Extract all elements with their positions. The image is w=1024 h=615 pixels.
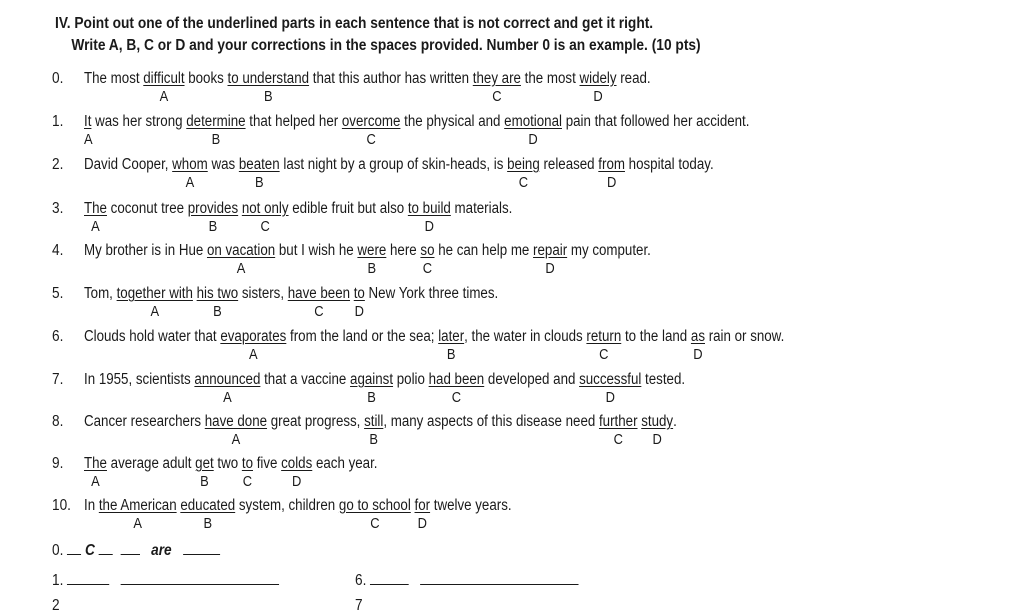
- question-number: 6.: [52, 328, 64, 345]
- underlined-text: have done: [204, 413, 268, 430]
- sentence-text: .: [673, 413, 677, 430]
- underlined-part: [353, 285, 365, 320]
- sentence-text: each year.: [312, 455, 378, 472]
- option-letter: C: [518, 174, 529, 191]
- question-number: 0.: [52, 70, 64, 87]
- option-letter: C: [260, 218, 270, 235]
- underlined-text: to: [353, 285, 365, 302]
- sentence-text: system, children: [235, 497, 339, 514]
- question-item: [0, 242, 1024, 282]
- underlined-part: [586, 328, 622, 363]
- question-sentence: [84, 200, 513, 235]
- question-number: 5.: [52, 285, 64, 302]
- question-item: [0, 113, 1024, 153]
- option-letter: B: [203, 515, 213, 532]
- underlined-text: have been: [287, 285, 351, 302]
- underlined-part: [98, 497, 177, 532]
- underlined-part: [690, 328, 706, 363]
- underlined-part: [186, 113, 246, 148]
- option-letter: A: [91, 473, 100, 490]
- underlined-part: [364, 413, 384, 448]
- question-sentence: [84, 413, 677, 448]
- question-number: 10.: [52, 497, 71, 514]
- option-letter: C: [422, 260, 433, 277]
- question-sentence: [84, 328, 785, 363]
- question-item: [0, 371, 1024, 411]
- option-letter: B: [254, 174, 264, 191]
- question-sentence: [84, 70, 651, 105]
- underlined-part: [238, 156, 280, 191]
- option-letter: D: [354, 303, 364, 320]
- underlined-text: go to school: [338, 497, 411, 514]
- underlined-part: [281, 455, 313, 490]
- option-letter: A: [150, 303, 160, 320]
- option-letter: B: [367, 389, 376, 406]
- option-letter: C: [492, 88, 502, 105]
- option-letter: D: [605, 389, 615, 406]
- option-letter: C: [314, 303, 324, 320]
- underlined-part: [195, 455, 214, 490]
- sentence-text: sisters,: [238, 285, 288, 302]
- sentence-text: last night by a group of skin-heads, is: [279, 156, 508, 173]
- sentence-text: books: [184, 70, 228, 87]
- option-letter: D: [606, 174, 617, 191]
- sentence-text: that helped her: [245, 113, 342, 130]
- sentence-text: here: [386, 242, 421, 259]
- underlined-part: [598, 156, 625, 191]
- underlined-text: evaporates: [220, 328, 287, 345]
- sentence-text: but I wish he: [275, 242, 358, 259]
- option-letter: D: [593, 88, 603, 105]
- sentence-text: great progress,: [267, 413, 365, 430]
- sentence-text: five: [252, 455, 282, 472]
- sentence-text: pain that followed her accident.: [561, 113, 750, 130]
- option-letter: D: [417, 515, 427, 532]
- answer-number: 7: [355, 597, 363, 614]
- underlined-text: on vacation: [206, 242, 276, 259]
- underlined-part: [598, 413, 638, 448]
- sentence-text: Cancer researchers: [84, 413, 205, 430]
- underlined-part: [116, 285, 193, 320]
- question-number: 2.: [52, 156, 64, 173]
- underlined-text: educated: [180, 497, 236, 514]
- underlined-text: study: [641, 413, 674, 430]
- underlined-part: [241, 200, 289, 235]
- answer-letter-blank[interactable]: [67, 570, 109, 585]
- option-letter: B: [211, 131, 221, 148]
- question-sentence: [84, 285, 499, 320]
- underlined-part: [420, 242, 435, 277]
- underlined-part: [143, 70, 185, 105]
- exercise-heading: [55, 13, 701, 57]
- underlined-text: were: [357, 242, 387, 259]
- underlined-part: [204, 413, 268, 448]
- sentence-text: he can help me: [434, 242, 534, 259]
- sentence-text: materials.: [450, 200, 513, 217]
- underlined-text: The: [84, 200, 107, 217]
- underlined-text: for: [414, 497, 431, 514]
- underlined-text: from: [598, 156, 625, 173]
- sentence-text: two: [213, 455, 242, 472]
- underlined-text: his two: [196, 285, 239, 302]
- underlined-text: difficult: [143, 70, 185, 87]
- option-letter: D: [652, 431, 662, 448]
- underlined-part: [172, 156, 208, 191]
- option-letter: C: [599, 346, 609, 363]
- underlined-text: to build: [407, 200, 451, 217]
- underlined-part: [84, 200, 107, 235]
- underlined-text: not only: [241, 200, 289, 217]
- answer-correction-blank[interactable]: [420, 570, 578, 585]
- option-letter: D: [693, 346, 703, 363]
- sentence-text: average adult: [106, 455, 196, 472]
- question-sentence: [84, 113, 750, 148]
- question-sentence: [84, 455, 378, 490]
- underlined-text: widely: [579, 70, 617, 87]
- option-letter: A: [159, 88, 169, 105]
- underlined-text: to: [241, 455, 253, 472]
- underlined-part: [287, 285, 351, 320]
- sentence-text: was her strong: [91, 113, 187, 130]
- underlined-text: repair: [533, 242, 568, 259]
- sentence-text: developed and: [484, 371, 580, 388]
- question-number: 4.: [52, 242, 64, 259]
- underlined-text: overcome: [341, 113, 401, 130]
- sentence-text: that this author has written: [309, 70, 473, 87]
- answer-number: 6.: [355, 572, 367, 589]
- underlined-part: [187, 200, 239, 235]
- sentence-text: polio: [393, 371, 429, 388]
- underlined-part: [579, 70, 617, 105]
- option-letter: A: [223, 389, 232, 406]
- underlined-text: so: [420, 242, 435, 259]
- underlined-part: [407, 200, 451, 235]
- underlined-text: The: [84, 455, 107, 472]
- underlined-part: [220, 328, 287, 363]
- question-item: [0, 455, 1024, 495]
- sentence-text: rain or snow.: [705, 328, 785, 345]
- option-letter: B: [200, 473, 209, 490]
- question-number: 1.: [52, 113, 64, 130]
- option-letter: A: [91, 218, 100, 235]
- question-number: 8.: [52, 413, 64, 430]
- option-letter: D: [292, 473, 302, 490]
- answer-letter-blank[interactable]: [370, 570, 409, 585]
- option-letter: D: [545, 260, 555, 277]
- answer-blank: [99, 540, 113, 555]
- sentence-text: David Cooper,: [84, 156, 173, 173]
- sentence-text: my computer.: [567, 242, 651, 259]
- answer-blank: [183, 540, 220, 555]
- answer-blank: [120, 540, 139, 555]
- option-letter: A: [249, 346, 258, 363]
- sentence-text: edible fruit but also: [288, 200, 408, 217]
- answer-correction-blank[interactable]: [121, 570, 279, 585]
- underlined-part: [504, 113, 562, 148]
- underlined-part: [338, 497, 411, 532]
- sentence-text: In 1955, scientists: [84, 371, 195, 388]
- option-letter: D: [528, 131, 538, 148]
- heading-line-2: Write A, B, C or D and your corrections in the spaces provided. Number 0 is an example. (10 pts): [71, 37, 701, 54]
- underlined-text: determine: [186, 113, 246, 130]
- sentence-text: that a vaccine: [260, 371, 351, 388]
- sentence-text: coconut tree: [106, 200, 188, 217]
- sentence-text: to the land: [621, 328, 691, 345]
- option-letter: B: [263, 88, 273, 105]
- underlined-part: [438, 328, 465, 363]
- answer-row-2-left: [52, 597, 60, 615]
- underlined-part: [84, 113, 93, 148]
- underlined-part: [357, 242, 387, 277]
- answer-row-1-left: [52, 570, 279, 590]
- underlined-part: [180, 497, 236, 532]
- underlined-text: return: [586, 328, 622, 345]
- underlined-text: as: [690, 328, 706, 345]
- sentence-text: Clouds hold water that: [84, 328, 221, 345]
- option-letter: B: [208, 218, 218, 235]
- answer-example-letter: C: [85, 542, 95, 559]
- option-letter: C: [370, 515, 380, 532]
- underlined-part: [350, 371, 394, 406]
- sentence-text: the physical and: [400, 113, 505, 130]
- underlined-text: being: [507, 156, 540, 173]
- underlined-text: together with: [116, 285, 193, 302]
- underlined-text: It: [84, 113, 92, 130]
- question-item: [0, 156, 1024, 196]
- answer-row-1-right: [355, 570, 579, 590]
- sentence-text: read.: [616, 70, 651, 87]
- option-letter: A: [231, 431, 241, 448]
- option-letter: A: [84, 131, 93, 148]
- option-letter: B: [367, 260, 377, 277]
- underlined-text: against: [350, 371, 394, 388]
- sentence-text: the most: [520, 70, 580, 87]
- question-item: [0, 413, 1024, 453]
- sentence-text: twelve years.: [430, 497, 512, 514]
- option-letter: C: [451, 389, 462, 406]
- question-sentence: [84, 156, 714, 191]
- answer-number: 2: [52, 597, 60, 614]
- underlined-text: get: [195, 455, 214, 472]
- heading-line-1: IV. Point out one of the underlined parts in each sentence that is not correct and get it right.: [55, 15, 654, 32]
- option-letter: B: [369, 431, 379, 448]
- question-item: [0, 328, 1024, 368]
- option-letter: A: [236, 260, 246, 277]
- sentence-text: In: [84, 497, 99, 514]
- underlined-text: announced: [194, 371, 261, 388]
- underlined-part: [579, 371, 642, 406]
- underlined-part: [196, 285, 239, 320]
- question-item: [0, 70, 1024, 110]
- sentence-text: hospital today.: [624, 156, 714, 173]
- underlined-part: [507, 156, 540, 191]
- question-number: 7.: [52, 371, 64, 388]
- underlined-part: [414, 497, 431, 532]
- sentence-text: released: [539, 156, 599, 173]
- underlined-text: later: [438, 328, 465, 345]
- option-letter: D: [424, 218, 435, 235]
- underlined-part: [472, 70, 521, 105]
- sentence-text: My brother is in Hue: [84, 242, 207, 259]
- answer-example-correction: are: [151, 542, 172, 559]
- sentence-text: , many aspects of this disease need: [383, 413, 599, 430]
- sentence-text: from the land or the sea;: [286, 328, 439, 345]
- underlined-part: [84, 455, 107, 490]
- underlined-text: successful: [579, 371, 642, 388]
- answer-example: [52, 540, 220, 560]
- question-item: [0, 200, 1024, 240]
- sentence-text: The most: [84, 70, 144, 87]
- question-sentence: [84, 497, 512, 532]
- underlined-text: beaten: [238, 156, 280, 173]
- underlined-text: the American: [98, 497, 177, 514]
- underlined-text: further: [598, 413, 638, 430]
- underlined-text: had been: [428, 371, 485, 388]
- question-sentence: [84, 242, 651, 277]
- underlined-part: [194, 371, 261, 406]
- sentence-text: tested.: [641, 371, 686, 388]
- underlined-text: emotional: [504, 113, 562, 130]
- option-letter: C: [242, 473, 253, 490]
- underlined-part: [227, 70, 310, 105]
- underlined-part: [641, 413, 674, 448]
- option-letter: A: [133, 515, 143, 532]
- question-number: 3.: [52, 200, 64, 217]
- sentence-text: , the water in clouds: [464, 328, 587, 345]
- question-number: 9.: [52, 455, 64, 472]
- answer-example-number: 0.: [52, 542, 64, 559]
- answer-number: 1.: [52, 572, 64, 589]
- underlined-part: [241, 455, 253, 490]
- underlined-part: [533, 242, 568, 277]
- sentence-text: Tom,: [84, 285, 117, 302]
- option-letter: C: [366, 131, 376, 148]
- sentence-text: was: [207, 156, 239, 173]
- question-sentence: [84, 371, 686, 406]
- underlined-text: to understand: [227, 70, 310, 87]
- option-letter: A: [185, 174, 195, 191]
- underlined-text: provides: [187, 200, 239, 217]
- option-letter: B: [446, 346, 456, 363]
- question-item: [0, 497, 1024, 537]
- underlined-text: still: [364, 413, 384, 430]
- question-item: [0, 285, 1024, 325]
- underlined-text: whom: [172, 156, 208, 173]
- option-letter: B: [213, 303, 222, 320]
- answer-row-2-right: [355, 597, 363, 615]
- underlined-text: colds: [281, 455, 313, 472]
- answer-blank: [67, 540, 81, 555]
- underlined-part: [341, 113, 401, 148]
- underlined-part: [206, 242, 276, 277]
- sentence-text: New York three times.: [364, 285, 499, 302]
- option-letter: C: [613, 431, 623, 448]
- underlined-part: [428, 371, 485, 406]
- underlined-text: they are: [472, 70, 521, 87]
